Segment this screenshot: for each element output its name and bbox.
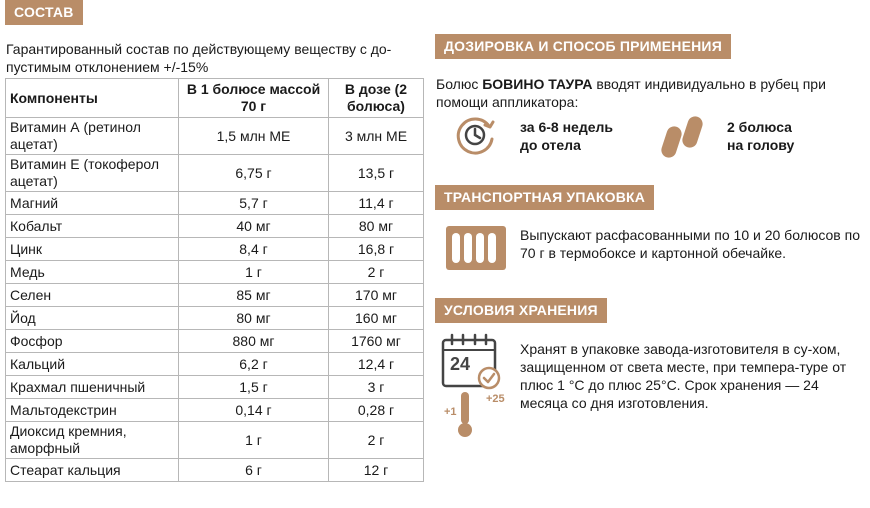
packaging-text: Выпускают расфасованными по 10 и 20 болюсов по 70 г в термобоксе и картонной обечайке. [520, 227, 860, 261]
per-dose-cell: 11,4 г [329, 192, 424, 215]
dosage-item1-line1: за 6-8 недель [520, 119, 613, 135]
per-bolus-cell: 1,5 млн МЕ [179, 118, 329, 155]
dosage-header: ДОЗИРОВКА И СПОСОБ ПРИМЕНЕНИЯ [435, 34, 731, 59]
per-bolus-cell: 1 г [179, 261, 329, 284]
per-dose-cell: 160 мг [329, 307, 424, 330]
component-name-cell: Кобальт [6, 215, 179, 238]
product-name: БОВИНО ТАУРА [482, 76, 593, 92]
table-row [6, 459, 424, 482]
per-dose-cell: 12,4 г [329, 353, 424, 376]
table-row [6, 238, 424, 261]
table-row [6, 284, 424, 307]
per-bolus-cell: 6,2 г [179, 353, 329, 376]
table-row [6, 118, 424, 155]
per-bolus-cell: 0,14 г [179, 399, 329, 422]
composition-table-body [6, 118, 424, 482]
composition-header: СОСТАВ [5, 0, 83, 25]
column-header-per-bolus: В 1 болюсе массой 70 г [179, 79, 329, 118]
table-row [6, 330, 424, 353]
component-name-cell: Витамин Е (токоферол ацетат) [6, 155, 179, 192]
component-name-cell: Диоксид кремния, аморфный [6, 422, 179, 459]
calendar-icon [440, 332, 510, 436]
per-bolus-cell: 8,4 г [179, 238, 329, 261]
dosage-text-after: вводят индивидуально в рубец при помощи аппликатора: [436, 76, 826, 110]
table-row [6, 376, 424, 399]
packaging-header: ТРАНСПОРТНАЯ УПАКОВКА [435, 185, 654, 210]
table-row [6, 353, 424, 376]
component-name-cell: Йод [6, 307, 179, 330]
per-bolus-cell: 1 г [179, 422, 329, 459]
per-dose-cell: 170 мг [329, 284, 424, 307]
clock-icon [455, 114, 497, 156]
dosage-item1-line2: до отела [520, 137, 581, 153]
per-bolus-cell: 1,5 г [179, 376, 329, 399]
component-name-cell: Витамин А (ретинол ацетат) [6, 118, 179, 155]
component-name-cell: Цинк [6, 238, 179, 261]
per-bolus-cell: 880 мг [179, 330, 329, 353]
per-dose-cell: 2 г [329, 422, 424, 459]
table-row [6, 399, 424, 422]
component-name-cell: Медь [6, 261, 179, 284]
table-row [6, 192, 424, 215]
column-header-components: Компоненты [6, 79, 179, 118]
per-dose-cell: 3 г [329, 376, 424, 399]
bolus-icon [660, 112, 710, 162]
calendar-number: 24 [450, 354, 471, 374]
dosage-text [436, 75, 856, 111]
storage-header: УСЛОВИЯ ХРАНЕНИЯ [435, 298, 607, 323]
component-name-cell: Селен [6, 284, 179, 307]
component-name-cell: Мальтодекстрин [6, 399, 179, 422]
table-row [6, 215, 424, 238]
component-name-cell: Магний [6, 192, 179, 215]
per-dose-cell: 1760 мг [329, 330, 424, 353]
per-dose-cell: 16,8 г [329, 238, 424, 261]
temp-high-label: +25 [486, 393, 505, 405]
per-dose-cell: 12 г [329, 459, 424, 482]
thermometer-icon [455, 390, 475, 440]
table-row [6, 261, 424, 284]
box-icon [444, 224, 508, 272]
per-bolus-cell: 40 мг [179, 215, 329, 238]
composition-table [5, 78, 424, 482]
per-bolus-cell: 6,75 г [179, 155, 329, 192]
table-header-row [6, 79, 424, 118]
temp-low-label: +1 [444, 406, 457, 418]
per-dose-cell: 3 млн МЕ [329, 118, 424, 155]
component-name-cell: Кальций [6, 353, 179, 376]
component-name-cell: Стеарат кальция [6, 459, 179, 482]
storage-text: Хранят в упаковке завода-изготовителя в су-хом, защищенном от света месте, при темпера-туре от плюс 1 °С до плюс 25°С. Срок хранения — 24 месяца со дня изготовления. [520, 341, 847, 411]
per-bolus-cell: 6 г [179, 459, 329, 482]
per-bolus-cell: 85 мг [179, 284, 329, 307]
dosage-item2-line1: 2 болюса [727, 119, 792, 135]
dosage-item2-line2: на голову [727, 137, 795, 153]
per-dose-cell: 2 г [329, 261, 424, 284]
per-dose-cell: 13,5 г [329, 155, 424, 192]
component-name-cell: Крахмал пшеничный [6, 376, 179, 399]
table-row [6, 155, 424, 192]
per-dose-cell: 0,28 г [329, 399, 424, 422]
column-header-per-dose: В дозе (2 болюса) [329, 79, 424, 118]
per-bolus-cell: 5,7 г [179, 192, 329, 215]
table-row [6, 307, 424, 330]
table-row [6, 422, 424, 459]
composition-intro: Гарантированный состав по действующему веществу с до-пустимым отклонением +/-15% [6, 41, 392, 75]
component-name-cell: Фосфор [6, 330, 179, 353]
per-dose-cell: 80 мг [329, 215, 424, 238]
per-bolus-cell: 80 мг [179, 307, 329, 330]
dosage-text-before: Болюс [436, 76, 483, 92]
